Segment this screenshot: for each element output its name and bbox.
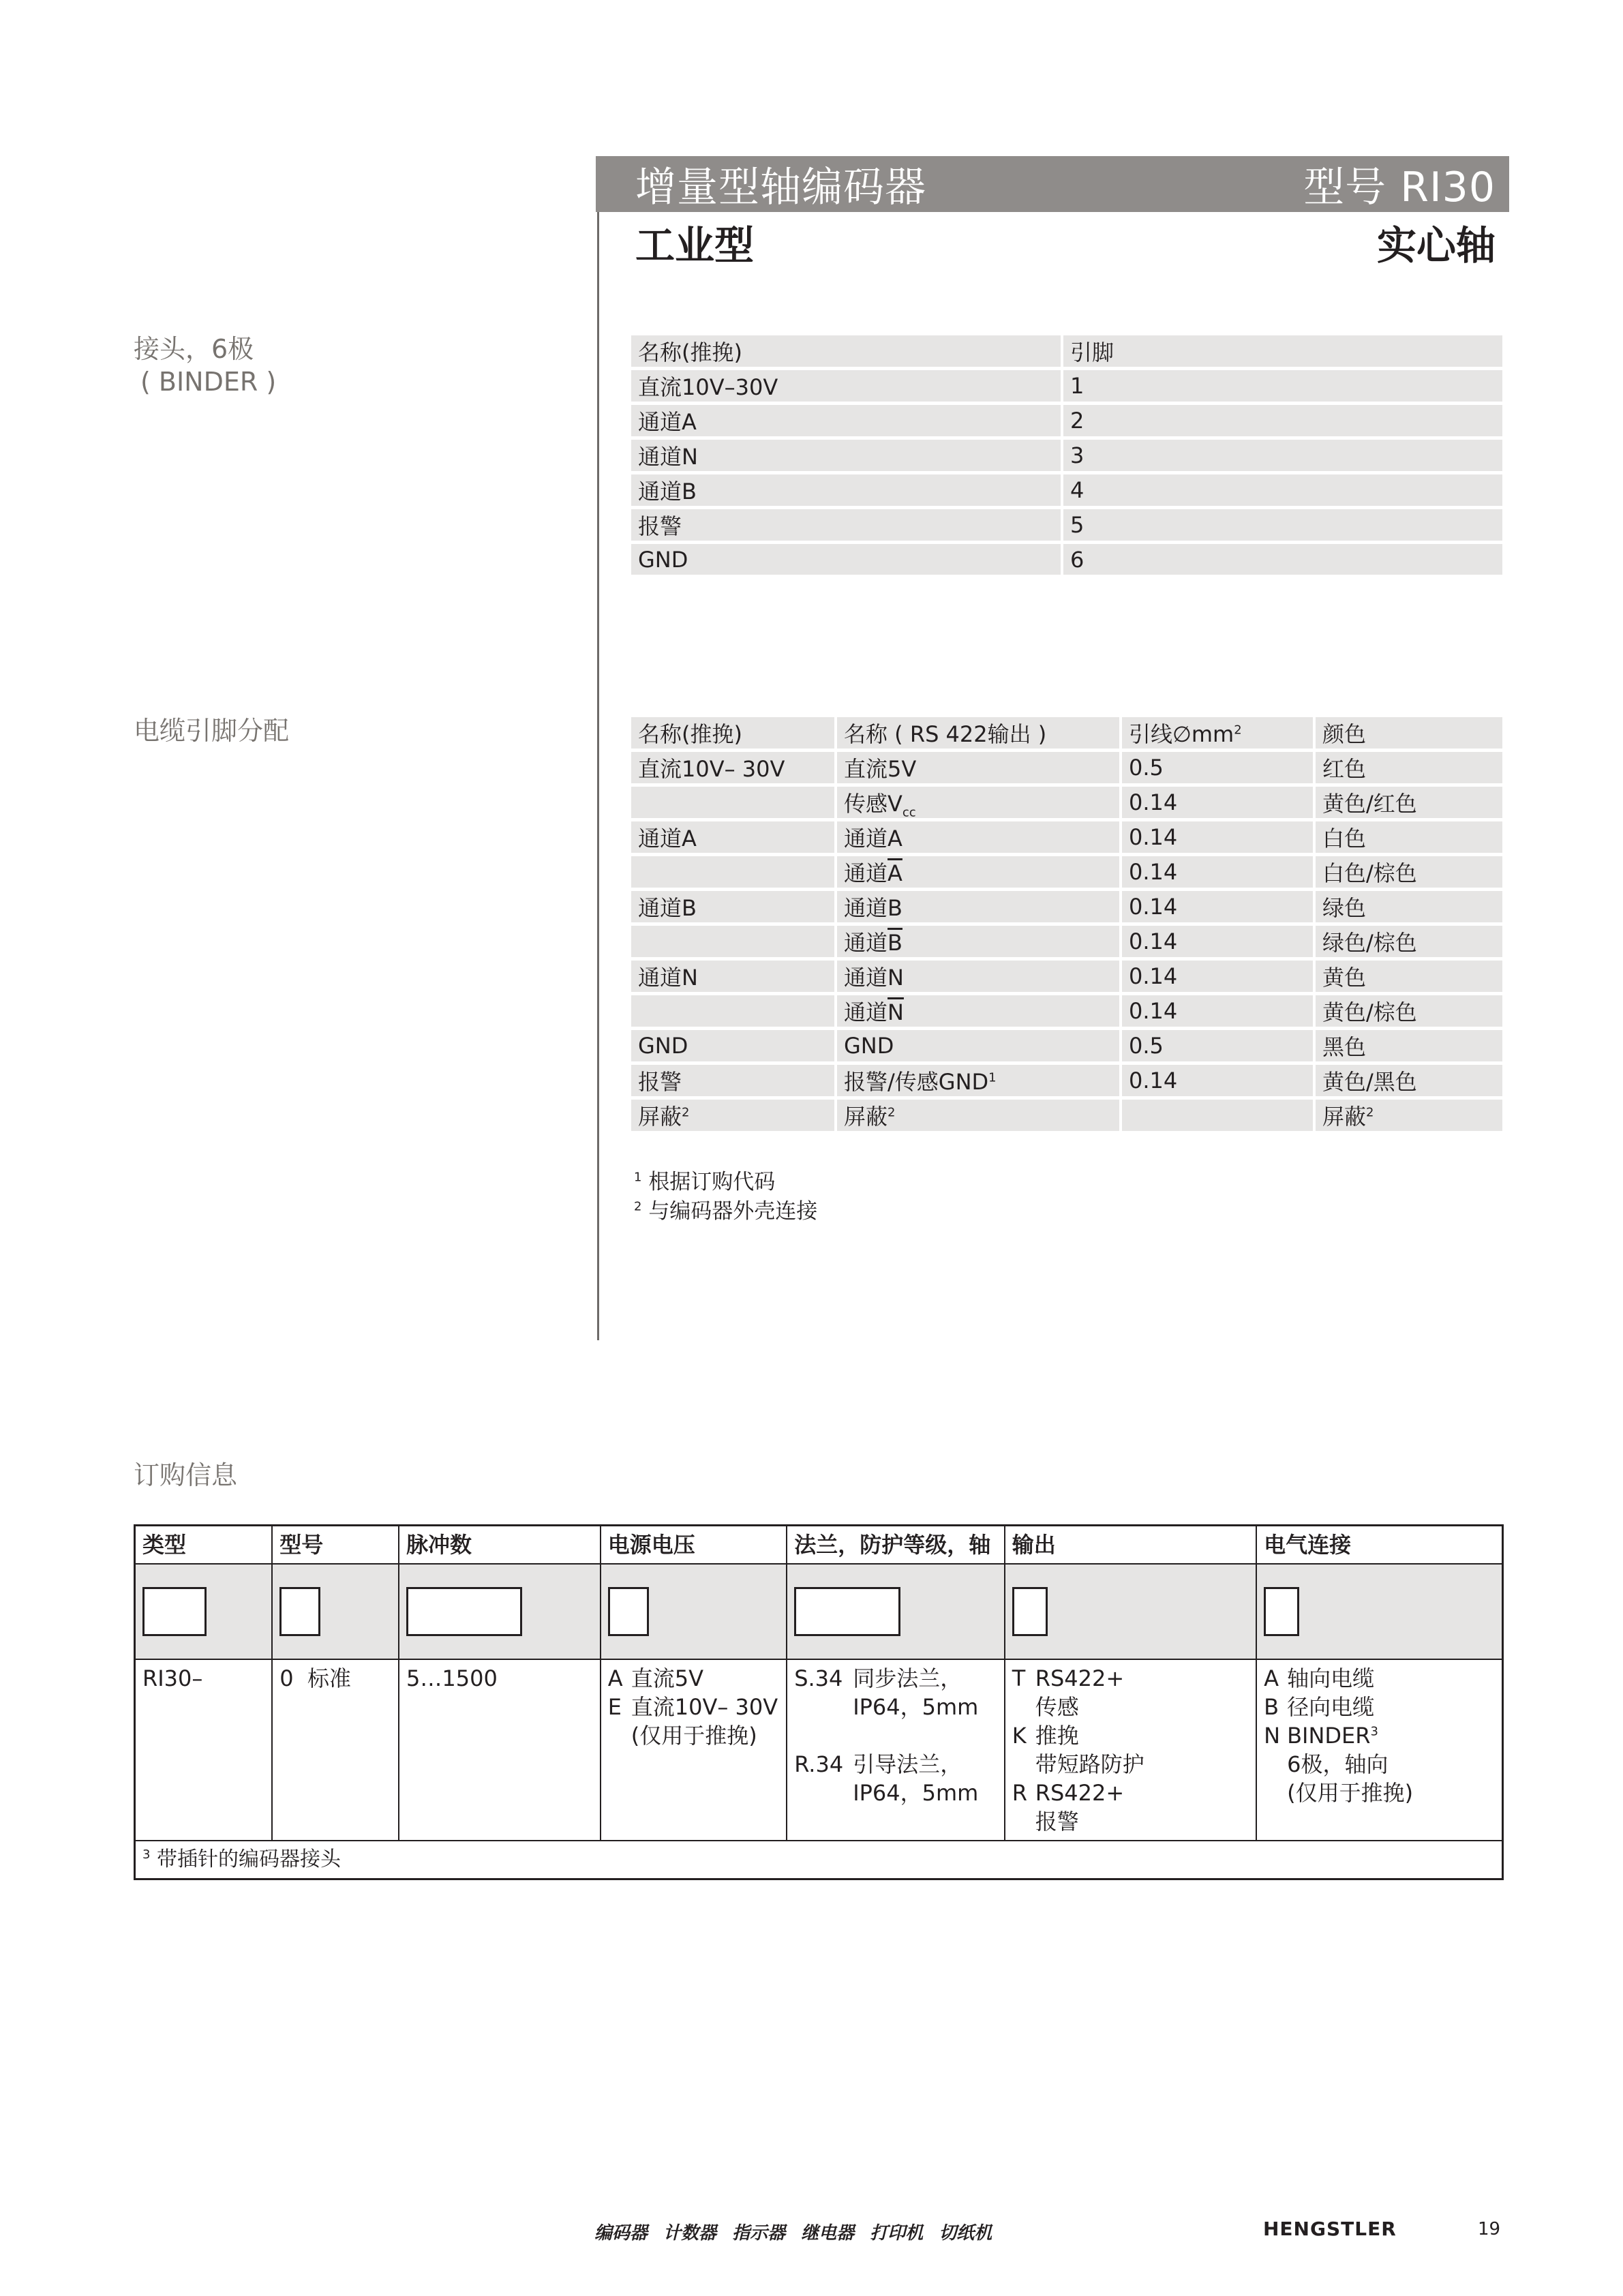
option-line bbox=[1012, 1750, 1249, 1779]
connection-code-box[interactable] bbox=[1264, 1587, 1299, 1636]
table-row bbox=[631, 544, 1502, 578]
option-code: T bbox=[1012, 1665, 1026, 1691]
option-text: IP64，5mm bbox=[853, 1780, 979, 1806]
pushpull-name bbox=[631, 926, 837, 961]
model-cell bbox=[272, 1564, 399, 1659]
wire-size: 0.14 bbox=[1122, 821, 1316, 856]
pushpull-name bbox=[631, 787, 837, 821]
cable-label: 电缆引脚分配 bbox=[134, 716, 290, 746]
cable-table bbox=[631, 717, 1502, 1134]
wire-color: 绿色/棕色 bbox=[1316, 926, 1502, 961]
voltage-options bbox=[601, 1659, 787, 1841]
option-line bbox=[608, 1721, 779, 1750]
option-text: (仅用于推挽) bbox=[1287, 1780, 1414, 1806]
option-code: N bbox=[1264, 1723, 1281, 1749]
order-label: 订购信息 bbox=[134, 1460, 238, 1490]
pushpull-name bbox=[631, 1100, 837, 1134]
table-row bbox=[631, 509, 1502, 544]
footer-product-nav: 编码器 计数器 指示器 继电器 打印机 切纸机 bbox=[594, 2223, 992, 2244]
signal-name: 报警 bbox=[631, 509, 1063, 544]
rs422-name: 直流5V bbox=[837, 752, 1122, 787]
model-code-box[interactable] bbox=[279, 1587, 320, 1636]
order-options-row bbox=[135, 1659, 1503, 1841]
subtitle-row bbox=[596, 215, 1509, 269]
wire-size: 0.5 bbox=[1122, 752, 1316, 787]
table-row bbox=[631, 787, 1502, 821]
pushpull-name: 通道N bbox=[631, 961, 837, 995]
vertical-divider bbox=[597, 156, 599, 1340]
brand-logo: HENGSTLER bbox=[1263, 2218, 1397, 2240]
signal-name: 通道A bbox=[631, 405, 1063, 440]
option-line bbox=[1264, 1721, 1495, 1750]
option-line bbox=[1012, 1779, 1249, 1807]
pushpull-text: 屏蔽 bbox=[638, 1104, 682, 1130]
table-row bbox=[631, 1065, 1502, 1100]
option-code: K bbox=[1012, 1723, 1027, 1749]
rs422-name bbox=[837, 1065, 1122, 1100]
wire-color-text: 屏蔽 bbox=[1322, 1104, 1367, 1130]
wire-size bbox=[1122, 1100, 1316, 1134]
type-value: RI30– bbox=[135, 1659, 273, 1841]
order-note-row bbox=[135, 1841, 1503, 1879]
wire-color: 黄色 bbox=[1316, 961, 1502, 995]
option-text: 直流10V– 30V bbox=[631, 1694, 778, 1720]
inverted-signal: $\overline{B}$ bbox=[888, 930, 902, 956]
header-output: 输出 bbox=[1005, 1526, 1256, 1565]
footnote-mark: 2 bbox=[634, 1199, 642, 1214]
footnote-mark: 3 bbox=[142, 1847, 151, 1862]
table-row bbox=[631, 405, 1502, 440]
column-header bbox=[1122, 717, 1316, 752]
rs422-text: 报警/传感GND bbox=[844, 1069, 989, 1095]
column-header: 名称 ( RS 422输出 ) bbox=[837, 717, 1122, 752]
pulses-value: 5…1500 bbox=[399, 1659, 601, 1841]
rs422-name: 通道B bbox=[837, 891, 1122, 926]
pin-number: 2 bbox=[1063, 405, 1502, 440]
voltage-cell bbox=[601, 1564, 787, 1659]
option-text: 同步法兰， bbox=[853, 1665, 962, 1691]
flange-cell bbox=[787, 1564, 1005, 1659]
superscript: 2 bbox=[682, 1105, 690, 1120]
option-line bbox=[1012, 1721, 1249, 1750]
wire-size: 0.14 bbox=[1122, 1065, 1316, 1100]
table-row bbox=[631, 995, 1502, 1030]
pushpull-name bbox=[631, 995, 837, 1030]
output-code-box[interactable] bbox=[1012, 1587, 1048, 1636]
wire-color: 黄色/棕色 bbox=[1316, 995, 1502, 1030]
option-text: 传感 bbox=[1035, 1694, 1079, 1720]
flange-options bbox=[787, 1659, 1005, 1841]
wire-size: 0.5 bbox=[1122, 1030, 1316, 1065]
pushpull-name: GND bbox=[631, 1030, 837, 1065]
connection-cell bbox=[1256, 1564, 1502, 1659]
column-header: 名称(推挽) bbox=[631, 335, 1063, 370]
order-code-boxes-row bbox=[135, 1564, 1503, 1659]
option-text: 直流5V bbox=[631, 1665, 703, 1691]
pulses-cell bbox=[399, 1564, 601, 1659]
superscript: 2 bbox=[1234, 723, 1242, 738]
pin-number: 5 bbox=[1063, 509, 1502, 544]
wire-color bbox=[1316, 1100, 1502, 1134]
page-title: 增量型轴编码器 bbox=[635, 164, 926, 211]
rs422-name bbox=[837, 1100, 1122, 1134]
table-row bbox=[631, 1100, 1502, 1134]
option-text: 推挽 bbox=[1035, 1723, 1079, 1749]
model-title: 型号 RI30 bbox=[1303, 164, 1496, 211]
table-row bbox=[631, 856, 1502, 891]
option-text: 径向电缆 bbox=[1287, 1694, 1375, 1720]
output-options bbox=[1005, 1659, 1256, 1841]
footnote-text: 带插针的编码器接头 bbox=[157, 1847, 341, 1871]
pulses-code-box[interactable] bbox=[406, 1587, 522, 1636]
option-line bbox=[1264, 1779, 1495, 1807]
option-text: 轴向电缆 bbox=[1287, 1665, 1375, 1691]
wire-size: 0.14 bbox=[1122, 787, 1316, 821]
option-line bbox=[1012, 1693, 1249, 1721]
table-row bbox=[631, 752, 1502, 787]
option-text: RS422+ bbox=[1035, 1665, 1125, 1691]
wire-size: 0.14 bbox=[1122, 961, 1316, 995]
signal-name: 直流10V–30V bbox=[631, 370, 1063, 405]
rs422-name bbox=[837, 856, 1122, 891]
wire-header-text: 引线∅mm bbox=[1129, 721, 1234, 747]
pushpull-name bbox=[631, 856, 837, 891]
rs422-text: 传感V bbox=[844, 791, 902, 817]
wire-color: 黄色/黑色 bbox=[1316, 1065, 1502, 1100]
rs422-name bbox=[837, 926, 1122, 961]
wire-size: 0.14 bbox=[1122, 856, 1316, 891]
option-text: 报警 bbox=[1035, 1809, 1079, 1834]
option-text: BINDER bbox=[1287, 1723, 1371, 1749]
header-model: 型号 bbox=[272, 1526, 399, 1565]
signal-name: 通道N bbox=[631, 440, 1063, 474]
connection-options bbox=[1256, 1659, 1502, 1841]
option-line bbox=[1012, 1664, 1249, 1693]
pin-number: 3 bbox=[1063, 440, 1502, 474]
connector-label bbox=[134, 333, 276, 398]
option-line bbox=[1264, 1664, 1495, 1693]
order-header-row bbox=[135, 1526, 1503, 1565]
rs422-name: 通道A bbox=[837, 821, 1122, 856]
voltage-code-box[interactable] bbox=[608, 1587, 649, 1636]
option-line bbox=[794, 1693, 997, 1721]
output-cell bbox=[1005, 1564, 1256, 1659]
table-header-row bbox=[631, 717, 1502, 752]
pushpull-name: 直流10V– 30V bbox=[631, 752, 837, 787]
option-code: B bbox=[1264, 1694, 1279, 1720]
header-connection: 电气连接 bbox=[1256, 1526, 1502, 1565]
option-line bbox=[608, 1664, 779, 1693]
title-bar bbox=[596, 156, 1509, 212]
rs422-text: 屏蔽 bbox=[844, 1104, 888, 1130]
footnote-text: 根据订购代码 bbox=[648, 1170, 776, 1194]
option-code: R.34 bbox=[794, 1751, 844, 1777]
option-text: (仅用于推挽) bbox=[631, 1723, 757, 1749]
option-text: RS422+ bbox=[1035, 1780, 1125, 1806]
table-row bbox=[631, 821, 1502, 856]
order-table bbox=[134, 1524, 1504, 1880]
option-code: A bbox=[607, 1665, 623, 1691]
option-line bbox=[794, 1750, 997, 1779]
subtitle: 工业型 bbox=[635, 222, 755, 269]
wire-color: 白色 bbox=[1316, 821, 1502, 856]
option-line bbox=[1264, 1750, 1495, 1779]
table-row bbox=[631, 926, 1502, 961]
flange-code-box[interactable] bbox=[794, 1587, 900, 1636]
signal-name: 通道B bbox=[631, 474, 1063, 509]
model-value: 0 标准 bbox=[272, 1659, 399, 1841]
spacer bbox=[794, 1721, 997, 1750]
wire-color: 红色 bbox=[1316, 752, 1502, 787]
wire-size: 0.14 bbox=[1122, 926, 1316, 961]
option-line bbox=[1264, 1693, 1495, 1721]
option-line bbox=[608, 1693, 779, 1721]
table-row bbox=[631, 370, 1502, 405]
column-header: 颜色 bbox=[1316, 717, 1502, 752]
order-note bbox=[135, 1841, 1503, 1879]
superscript: 2 bbox=[1366, 1105, 1374, 1120]
inverted-signal: $\overline{A}$ bbox=[888, 860, 902, 886]
pushpull-name: 通道B bbox=[631, 891, 837, 926]
wire-color: 黑色 bbox=[1316, 1030, 1502, 1065]
option-code: R bbox=[1012, 1780, 1027, 1806]
option-code: E bbox=[607, 1694, 622, 1720]
pushpull-name: 通道A bbox=[631, 821, 837, 856]
rs422-text: 通道 bbox=[844, 930, 888, 956]
column-header: 名称(推挽) bbox=[631, 717, 837, 752]
footnote-text: 与编码器外壳连接 bbox=[648, 1199, 818, 1224]
footnote-1 bbox=[634, 1164, 775, 1195]
inverted-signal: $\overline{N}$ bbox=[888, 999, 904, 1025]
page-number: 19 bbox=[1478, 2219, 1501, 2239]
option-line bbox=[794, 1779, 997, 1807]
option-code: S.34 bbox=[794, 1665, 843, 1691]
rs422-name bbox=[837, 995, 1122, 1030]
superscript: 2 bbox=[888, 1105, 896, 1120]
table-row bbox=[631, 891, 1502, 926]
pin-number: 6 bbox=[1063, 544, 1502, 578]
shaft-type: 实心轴 bbox=[1376, 222, 1496, 269]
option-text: 6极，轴向 bbox=[1287, 1751, 1389, 1777]
connector-label-line2: ( BINDER ) bbox=[140, 367, 277, 397]
footnote-2 bbox=[634, 1194, 817, 1224]
pushpull-name: 报警 bbox=[631, 1065, 837, 1100]
table-row bbox=[631, 440, 1502, 474]
connector-table bbox=[631, 335, 1502, 578]
header-pulses: 脉冲数 bbox=[399, 1526, 601, 1565]
option-line bbox=[794, 1664, 997, 1693]
type-code-box[interactable] bbox=[142, 1587, 207, 1636]
option-text: 引导法兰， bbox=[853, 1751, 962, 1777]
option-line bbox=[1012, 1807, 1249, 1836]
wire-color: 绿色 bbox=[1316, 891, 1502, 926]
table-row bbox=[631, 474, 1502, 509]
wire-color: 黄色/红色 bbox=[1316, 787, 1502, 821]
rs422-text: 通道 bbox=[844, 999, 888, 1025]
header-type: 类型 bbox=[135, 1526, 273, 1565]
superscript: 1 bbox=[988, 1070, 997, 1085]
column-header: 引脚 bbox=[1063, 335, 1502, 370]
table-row bbox=[631, 1030, 1502, 1065]
wire-size: 0.14 bbox=[1122, 891, 1316, 926]
option-text: IP64，5mm bbox=[853, 1694, 979, 1720]
table-header-row bbox=[631, 335, 1502, 370]
signal-name: GND bbox=[631, 544, 1063, 578]
option-text: 带短路防护 bbox=[1035, 1751, 1144, 1777]
header-flange: 法兰，防护等级，轴 bbox=[787, 1526, 1005, 1565]
rs422-name: 通道N bbox=[837, 961, 1122, 995]
superscript: 3 bbox=[1370, 1724, 1378, 1739]
wire-color: 白色/棕色 bbox=[1316, 856, 1502, 891]
rs422-text: 通道 bbox=[844, 860, 888, 886]
rs422-name: GND bbox=[837, 1030, 1122, 1065]
rs422-name bbox=[837, 787, 1122, 821]
header-voltage: 电源电压 bbox=[601, 1526, 787, 1565]
pin-number: 1 bbox=[1063, 370, 1502, 405]
table-row bbox=[631, 961, 1502, 995]
subscript: cc bbox=[902, 805, 916, 820]
option-code: A bbox=[1264, 1665, 1279, 1691]
connector-label-line1: 接头，6极 bbox=[134, 334, 254, 364]
pin-number: 4 bbox=[1063, 474, 1502, 509]
footnote-mark: 1 bbox=[634, 1170, 642, 1185]
wire-size: 0.14 bbox=[1122, 995, 1316, 1030]
type-cell bbox=[135, 1564, 273, 1659]
